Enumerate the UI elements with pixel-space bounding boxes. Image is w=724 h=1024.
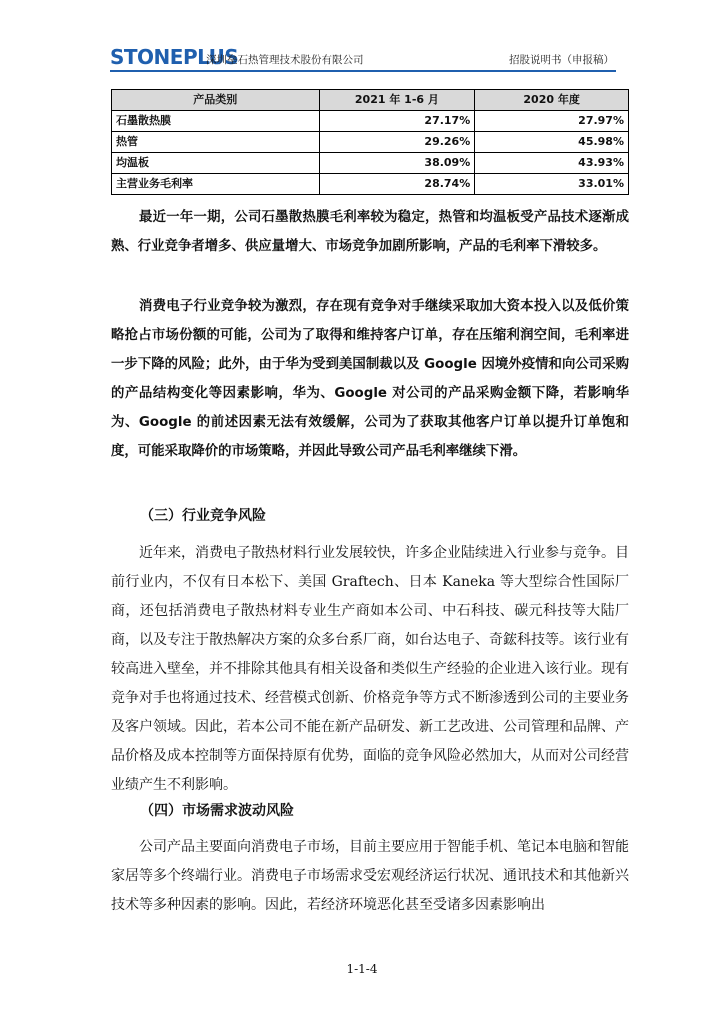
- row-value-2020: 27.97%: [475, 111, 629, 132]
- row-category: 主营业务毛利率: [112, 174, 320, 195]
- row-value-2021h1: 28.74%: [319, 174, 475, 195]
- table-row: [112, 174, 629, 195]
- section-heading: （三）行业竞争风险: [140, 508, 266, 524]
- document-type: 招股说明书（申报稿）: [509, 54, 614, 66]
- header-divider: [110, 70, 616, 72]
- page-header: [110, 44, 616, 70]
- body-paragraph: 消费电子行业竞争较为激烈，存在现有竞争对手继续采取加大资本投入以及低价策略抢占市场份额的可能，公司为了取得和维持客户订单，存在压缩利润空间，毛利率进一步下降的风险；此外，由于华为受到美国制裁以及 Google 因境外疫情和向公司采购的产品结构变化等因素影响，华为、Google 对公司的产品采购金额下降，若影响华为、Google 的前述因素无法有效缓解，公司为了获取其他客户订单以提升订单饱和度，可能采取降价的市场策略，并因此导致公司产品毛利率继续下滑。: [111, 299, 629, 459]
- row-value-2021h1: 29.26%: [319, 132, 475, 153]
- body-paragraph: 最近一年一期，公司石墨散热膜毛利率较为稳定，热管和均温板受产品技术逐渐成熟、行业竞争者增多、供应量增大、市场竞争加剧所影响，产品的毛利率下滑较多。: [111, 210, 629, 254]
- table-row: [112, 153, 629, 174]
- table-row: [112, 111, 629, 132]
- column-header: 2020 年度: [475, 90, 629, 111]
- table-header-row: [112, 90, 629, 111]
- gross-margin-table: [111, 89, 629, 195]
- stoneplus-logo: STONEPLUS: [110, 45, 239, 69]
- column-header: 产品类别: [112, 90, 320, 111]
- column-header: 2021 年 1-6 月: [319, 90, 475, 111]
- row-value-2020: 45.98%: [475, 132, 629, 153]
- row-value-2020: 33.01%: [475, 174, 629, 195]
- body-paragraph: 近年来，消费电子散热材料行业发展较快，许多企业陆续进入行业参与竞争。目前行业内，不仅有日本松下、美国 Graftech、日本 Kaneka 等大型综合性国际厂商，还包括消费电子散热材料专业生产商如本公司、中石科技、碳元科技等大陆厂商，以及专注于散热解决方案的众多台系厂商，如台达电子、奇鋐科技等。该行业有较高进入壁垒，并不排除其他具有相关设备和类似生产经验的企业进入该行业。现有竞争对手也将通过技术、经营模式创新、价格竞争等方式不断渗透到公司的主要业务及客户领域。因此，若本公司不能在新产品研发、新工艺改进、公司管理和品牌、产品价格及成本控制等方面保持原有优势，面临的竞争风险必然加大，从而对公司经营业绩产生不利影响。: [111, 545, 629, 793]
- table-row: [112, 132, 629, 153]
- row-category: 热管: [112, 132, 320, 153]
- row-category: 石墨散热膜: [112, 111, 320, 132]
- section-heading: （四）市场需求波动风险: [140, 803, 294, 819]
- row-category: 均温板: [112, 153, 320, 174]
- row-value-2021h1: 27.17%: [319, 111, 475, 132]
- row-value-2020: 43.93%: [475, 153, 629, 174]
- body-paragraph: 公司产品主要面向消费电子市场，目前主要应用于智能手机、笔记本电脑和智能家居等多个终端行业。消费电子市场需求受宏观经济运行状况、通讯技术和其他新兴技术等多种因素的影响。因此，若经济环境恶化甚至受诸多因素影响出: [111, 839, 629, 913]
- company-name: 深圳垒石热管理技术股份有限公司: [206, 54, 364, 66]
- page-number: 1-1-4: [346, 962, 378, 976]
- row-value-2021h1: 38.09%: [319, 153, 475, 174]
